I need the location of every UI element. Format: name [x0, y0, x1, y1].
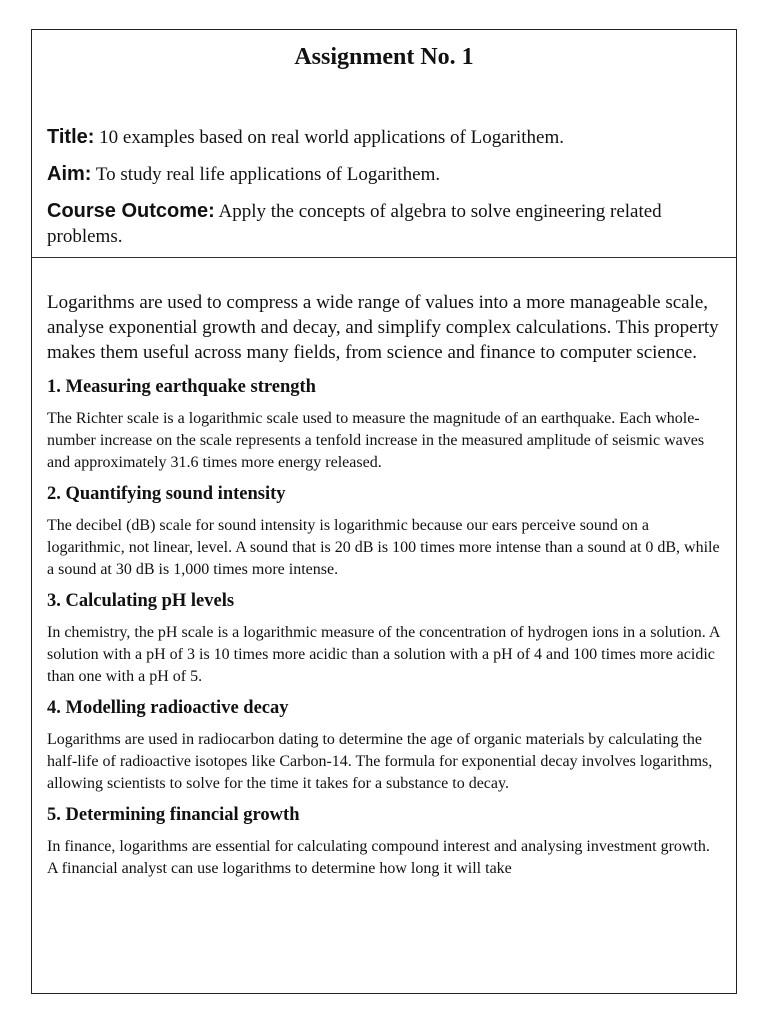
outcome-value: Apply the concepts of algebra to solve engineering related problems.	[47, 201, 662, 247]
intro-paragraph: Logarithms are used to compress a wide range of values into a more manageable scale, analyse exponential growth and decay, and simplify complex calculations. This property makes them useful across many fields, from science and finance to computer science.	[47, 292, 719, 363]
outcome-label: Course Outcome:	[47, 200, 215, 222]
title-value: 10 examples based on real world applications of Logarithem.	[99, 127, 565, 148]
meta-title-row	[47, 125, 724, 150]
section-5	[47, 803, 722, 880]
section-4	[47, 696, 722, 795]
section-text: The decibel (dB) scale for sound intensity is logarithmic because our ears perceive sound on a logarithmic, not linear, level. A sound that is 20 dB is 100 times more intense than a sound at 0 dB, while a sound at 30 dB is 1,000 times more intense.	[47, 517, 720, 578]
meta-outcome-row	[47, 199, 724, 249]
section-text: The Richter scale is a logarithmic scale used to measure the magnitude of an earthquake. Each whole-number increase on the scale represents a tenfold increase in the measured amplitude of seismic waves and approximately 31.6 times more energy released.	[47, 410, 705, 471]
section-text: In finance, logarithms are essential for calculating compound interest and analysing investment growth. A financial analyst can use logarithms to determine how long it will take	[47, 838, 710, 877]
section-text: In chemistry, the pH scale is a logarithmic measure of the concentration of hydrogen ions in a solution. A solution with a pH of 3 is 10 times more acidic than a solution with a pH of 4 and 100 times more acidic than one with a pH of 5.	[47, 624, 720, 685]
section-text: Logarithms are used in radiocarbon dating to determine the age of organic materials by calculating the half-life of radioactive isotopes like Carbon-14. The formula for exponential decay involves logarithms, allowing scientists to solve for the time it takes for a substance to decay.	[47, 731, 713, 792]
section-2	[47, 482, 722, 581]
meta-aim-row	[47, 162, 724, 187]
content-body	[47, 290, 722, 888]
section-heading: 2. Quantifying sound intensity	[47, 484, 286, 504]
section-heading: 5. Determining financial growth	[47, 805, 300, 825]
page-frame	[31, 29, 737, 994]
title-label: Title:	[47, 126, 95, 148]
header-divider	[32, 257, 737, 258]
aim-value: To study real life applications of Logarithem.	[95, 164, 441, 185]
section-1	[47, 375, 722, 474]
aim-label: Aim:	[47, 163, 92, 185]
section-heading: 3. Calculating pH levels	[47, 591, 235, 611]
section-heading: 1. Measuring earthquake strength	[47, 377, 316, 397]
section-heading: 4. Modelling radioactive decay	[47, 698, 289, 718]
assignment-title: Assignment No. 1	[294, 44, 474, 70]
section-3	[47, 589, 722, 688]
